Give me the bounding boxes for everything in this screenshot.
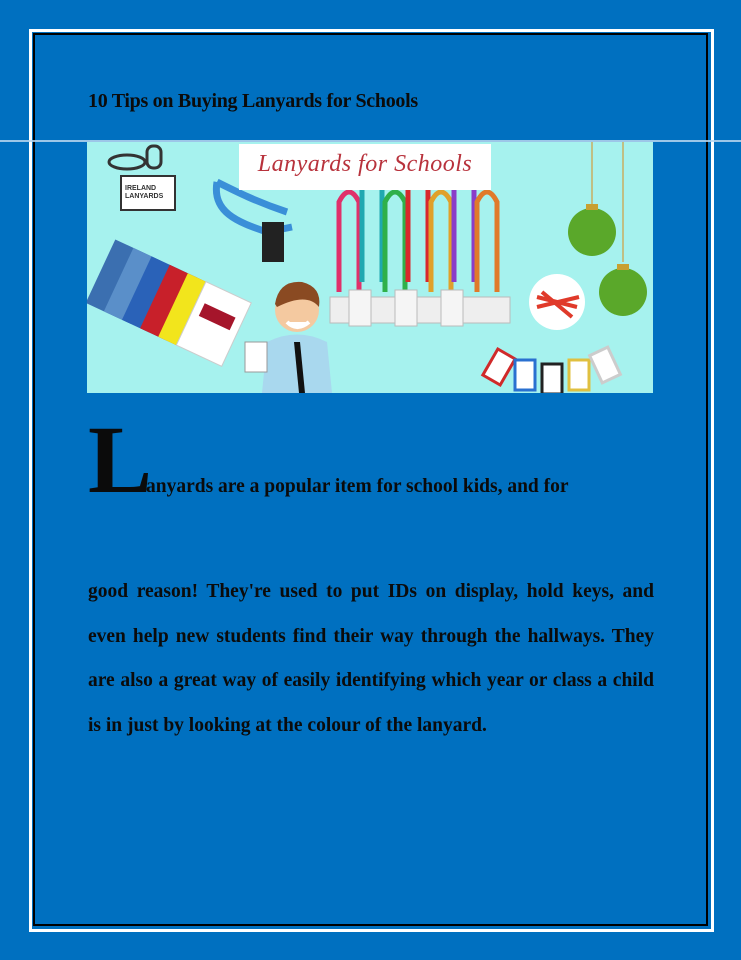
document-title: 10 Tips on Buying Lanyards for Schools — [88, 90, 418, 112]
logo-text — [125, 185, 163, 201]
logo-line-1: IRELAND — [125, 185, 157, 192]
logo-line-2: LANYARDS — [125, 193, 164, 200]
banner-heading: Lanyards for Schools — [239, 144, 491, 190]
first-line: anyards are a popular item for school kids, and for — [146, 476, 569, 497]
paragraph: good reason! They're used to put IDs on display, hold keys, and even help new students find their way through the hallways. They are also a great way of easily identifying which year or class a child is in just by looking at the colour of the lanyard. — [88, 581, 654, 736]
lanyards-banner-image — [87, 142, 653, 393]
student-figure-icon — [245, 282, 332, 393]
drop-cap: L — [88, 406, 153, 513]
lanyard-row — [330, 177, 510, 326]
